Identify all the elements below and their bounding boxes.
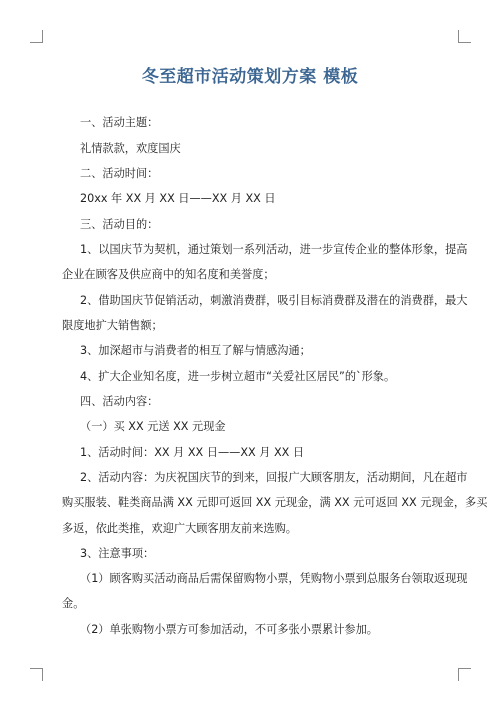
paragraph-line: 1、以国庆节为契机，通过策划一系列活动，进一步宣传企业的整体形象，提高: [80, 243, 468, 256]
paragraph-line: 3、注意事项：: [80, 547, 155, 560]
paragraph-line: 购买服装、鞋类商品满 XX 元即可返回 XX 元现金，满 XX 元可返回 XX 元现金，多买: [62, 496, 488, 509]
corner-mark-bottom-left: [30, 668, 43, 681]
section-heading-content: 四、活动内容：: [80, 395, 159, 408]
section-heading-time: 二、活动时间：: [80, 167, 159, 180]
section-heading-purpose: 三、活动目的：: [80, 218, 159, 231]
paragraph-line: 3、加深超市与消费者的相互了解与情感沟通；: [80, 344, 311, 357]
document-title: 冬至超市活动策划方案 模板: [141, 67, 359, 87]
paragraph-line: 1、活动时间：XX 月 XX 日——XX 月 XX 日: [80, 446, 305, 459]
paragraph-line: 2、借助国庆节促销活动，刺激消费群，吸引目标消费群及潜在的消费群，最大: [80, 294, 468, 307]
paragraph-line: 企业在顾客及供应商中的知名度和美誉度；: [62, 268, 275, 281]
paragraph-line: 2、活动内容：为庆祝国庆节的到来，回报广大顾客朋友，活动期间，凡在超市: [80, 471, 468, 484]
corner-mark-bottom-right: [458, 668, 471, 681]
paragraph-line: 礼情款款，欢度国庆: [80, 142, 181, 155]
corner-mark-top-right: [458, 30, 471, 43]
paragraph-line: 金。: [62, 597, 85, 610]
section-heading-theme: 一、活动主题：: [80, 116, 159, 129]
paragraph-line: 20xx 年 XX 月 XX 日——XX 月 XX 日: [80, 192, 276, 205]
paragraph-line: 4、扩大企业知名度，进一步树立超市“关爱社区居民”的`形象。: [80, 370, 396, 383]
paragraph-line: 限度地扩大销售额；: [62, 319, 163, 332]
paragraph-line: 多返，依此类推，欢迎广大顾客朋友前来选购。: [62, 522, 297, 535]
subsection-heading: （一）买 XX 元送 XX 元现金: [80, 420, 226, 433]
corner-mark-top-left: [30, 30, 43, 43]
paragraph-line: （1）顾客购买活动商品后需保留购物小票，凭购物小票到总服务台领取返现现: [80, 572, 468, 585]
paragraph-line: （2）单张购物小票方可参加活动，不可多张小票累计参加。: [80, 623, 378, 636]
